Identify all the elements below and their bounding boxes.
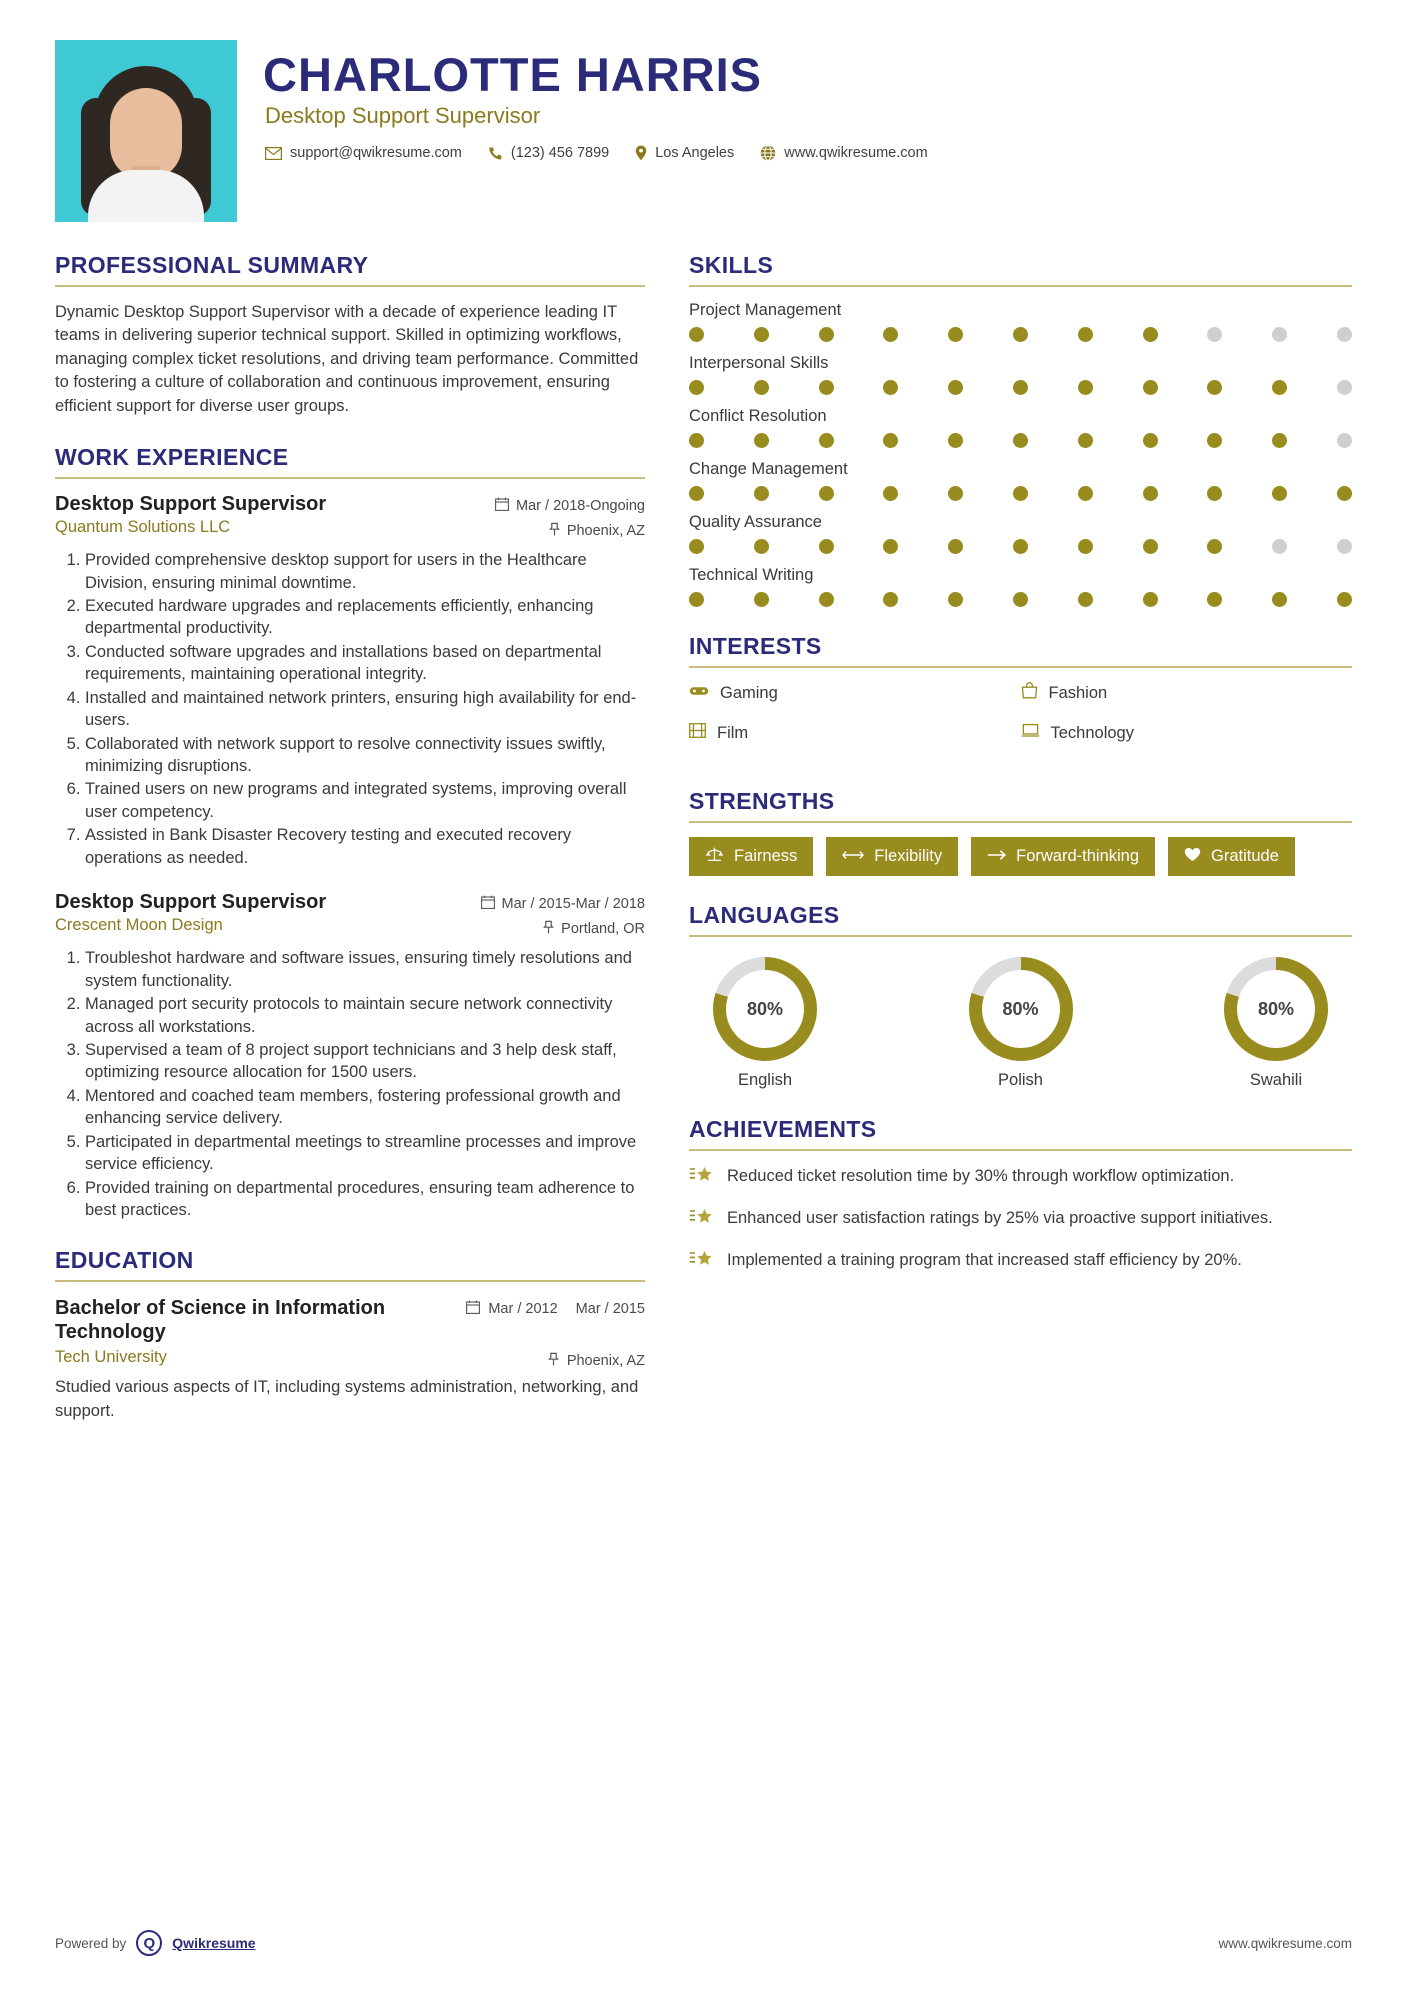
contact-location-text: Los Angeles <box>655 145 735 162</box>
calendar-icon <box>495 497 509 515</box>
gamepad-icon <box>689 684 709 703</box>
list-item: 3. Conducted software upgrades and installations based on departmental requirements, maintaining operational integrity. <box>85 641 645 686</box>
footer <box>55 1930 1352 1956</box>
experience-company: Crescent Moon Design <box>55 916 223 935</box>
achievement-item <box>689 1165 1352 1192</box>
interest-item <box>689 682 1021 704</box>
section-interests <box>689 633 1352 762</box>
skill-rating <box>689 539 1352 554</box>
divider <box>689 821 1352 823</box>
skill-rating <box>689 327 1352 342</box>
language-label: Polish <box>998 1071 1043 1089</box>
experience-location-text: Portland, OR <box>561 921 645 938</box>
skill-label: Technical Writing <box>689 566 814 584</box>
contact-email[interactable] <box>265 145 462 161</box>
strength-label: Fairness <box>734 847 798 865</box>
education-date-end: Mar / 2015 <box>575 1301 645 1318</box>
powered-by-label: Powered by <box>55 1935 127 1951</box>
section-title-skills: SKILLS <box>689 252 774 278</box>
skill-rating <box>689 433 1352 448</box>
skill-item <box>689 407 1352 448</box>
section-title-interests: INTERESTS <box>689 633 822 659</box>
skill-item <box>689 301 1352 342</box>
interest-item <box>1021 722 1353 744</box>
globe-icon <box>760 145 776 161</box>
experience-company: Quantum Solutions LLC <box>55 518 231 537</box>
language-ring <box>713 957 817 1061</box>
experience-item <box>55 493 645 869</box>
section-title-achievements: ACHIEVEMENTS <box>689 1116 877 1142</box>
contact-website[interactable] <box>760 145 927 161</box>
strength-label: Forward-thinking <box>1016 847 1140 865</box>
list-item: 3. Supervised a team of 8 project support technicians and 3 help desk staff, optimizing resource allocation for 1500 users. <box>85 1039 645 1084</box>
section-title-education: EDUCATION <box>55 1247 194 1274</box>
experience-dates <box>495 493 645 515</box>
education-dates <box>466 1296 645 1318</box>
arrow-right-icon <box>987 847 1006 866</box>
education-item <box>55 1296 645 1422</box>
right-column <box>689 252 1352 1449</box>
education-date-start: Mar / 2012 <box>488 1301 558 1318</box>
education-location <box>548 1348 645 1370</box>
footer-site: www.qwikresume.com <box>1218 1935 1352 1951</box>
language-item <box>1210 957 1342 1090</box>
pin-icon <box>548 1352 559 1370</box>
section-title-summary: PROFESSIONAL SUMMARY <box>55 252 369 278</box>
list-item: 5. Participated in departmental meetings to streamline processes and improve service efficiency. <box>85 1131 645 1176</box>
divider <box>689 666 1352 668</box>
language-label: English <box>737 1071 793 1089</box>
list-item: 4. Installed and maintained network printers, ensuring high availability for end-users. <box>85 687 645 732</box>
left-column <box>55 252 645 1449</box>
skill-label: Conflict Resolution <box>689 407 827 425</box>
section-skills <box>689 252 1352 607</box>
skill-rating <box>689 380 1352 395</box>
skill-item <box>689 460 1352 501</box>
skill-item <box>689 354 1352 395</box>
skill-label: Change Management <box>689 460 848 478</box>
list-item: 2. Executed hardware upgrades and replacements efficiently, enhancing departmental productivity. <box>85 595 645 640</box>
powered-by <box>55 1930 256 1956</box>
star-badge-icon <box>689 1165 715 1192</box>
section-title-strengths: STRENGTHS <box>689 788 835 814</box>
experience-bullets <box>55 549 645 869</box>
star-badge-icon <box>689 1249 715 1276</box>
contact-phone[interactable] <box>488 145 609 161</box>
language-percent: 80% <box>726 970 804 1048</box>
interest-label: Film <box>717 723 749 742</box>
section-achievements <box>689 1116 1352 1276</box>
interest-label: Fashion <box>1048 683 1108 702</box>
contact-website-text: www.qwikresume.com <box>784 145 928 162</box>
education-description: Studied various aspects of IT, including systems administration, networking, and support. <box>55 1378 639 1420</box>
experience-role: Desktop Support Supervisor <box>55 891 327 914</box>
interest-item <box>689 722 1021 744</box>
strength-label: Gratitude <box>1211 847 1279 865</box>
experience-dates-text: Mar / 2015-Mar / 2018 <box>501 896 645 913</box>
language-ring <box>969 957 1073 1061</box>
language-item <box>955 957 1087 1090</box>
achievement-text: Reduced ticket resolution time by 30% through workflow optimization. <box>727 1167 1235 1185</box>
pin-icon <box>549 522 560 540</box>
language-label: Swahili <box>1249 1071 1303 1089</box>
list-item: 6. Trained users on new programs and integrated systems, improving overall user competency. <box>85 778 645 823</box>
divider <box>689 285 1352 287</box>
skill-rating <box>689 592 1352 607</box>
email-icon <box>265 147 282 160</box>
calendar-icon <box>481 895 495 913</box>
contact-location[interactable] <box>635 145 734 161</box>
avatar <box>55 40 237 222</box>
experience-location-text: Phoenix, AZ <box>566 523 645 540</box>
contact-phone-text: (123) 456 7899 <box>510 145 610 162</box>
education-school: Tech University <box>55 1348 167 1367</box>
experience-dates <box>481 891 645 913</box>
list-item: 7. Assisted in Bank Disaster Recovery testing and executed recovery operations as needed. <box>85 824 645 869</box>
section-work-experience <box>55 444 645 1221</box>
achievement-item <box>689 1249 1352 1276</box>
divider <box>689 935 1352 937</box>
qwikresume-link[interactable]: Qwikresume <box>172 1935 256 1951</box>
skill-label: Project Management <box>689 301 842 319</box>
list-item: 6. Provided training on departmental procedures, ensuring team adherence to best practices. <box>85 1177 645 1222</box>
experience-dates-text: Mar / 2018-Ongoing <box>516 498 645 515</box>
film-icon <box>689 722 706 744</box>
education-location-text: Phoenix, AZ <box>566 1353 645 1370</box>
experience-role: Desktop Support Supervisor <box>55 493 327 516</box>
skill-item <box>689 513 1352 554</box>
skill-rating <box>689 486 1352 501</box>
list-item: 1. Troubleshot hardware and software issues, ensuring timely resolutions and system functionality. <box>85 947 645 992</box>
strength-label: Flexibility <box>874 847 943 865</box>
calendar-icon <box>466 1300 480 1318</box>
achievement-item <box>689 1207 1352 1234</box>
section-title-languages: LANGUAGES <box>689 902 840 928</box>
skill-item <box>689 566 1352 607</box>
skill-label: Interpersonal Skills <box>689 354 829 372</box>
language-ring <box>1224 957 1328 1061</box>
section-languages <box>689 902 1352 1090</box>
bag-icon <box>1021 682 1038 704</box>
pin-icon <box>543 920 554 938</box>
scales-icon <box>705 846 724 867</box>
achievement-text: Enhanced user satisfaction ratings by 25% via proactive support initiatives. <box>727 1209 1273 1227</box>
header-job-title: Desktop Support Supervisor <box>265 103 541 129</box>
phone-icon <box>488 146 503 161</box>
section-title-experience: WORK EXPERIENCE <box>55 444 289 471</box>
divider <box>55 285 645 287</box>
language-percent: 80% <box>1237 970 1315 1048</box>
interest-label: Technology <box>1050 723 1134 742</box>
experience-location <box>543 916 645 938</box>
qwikresume-logo-icon: Q <box>136 1930 162 1956</box>
summary-text: Dynamic Desktop Support Supervisor with a decade of experience leading IT teams in delivering superior technical support. Skilled in optimizing workflows, managing complex ticket resolutions, and driving team performance. Committed to fostering a culture of collaboration and continuous improvement, ensuring efficient support for diverse user groups. <box>55 303 639 415</box>
divider <box>55 477 645 479</box>
strength-chip-gratitude <box>1168 837 1295 876</box>
contact-list <box>263 145 1352 161</box>
laptop-icon <box>1021 723 1040 743</box>
heart-icon <box>1184 847 1201 867</box>
list-item: 1. Provided comprehensive desktop support for users in the Healthcare Division, ensuring minimal downtime. <box>85 549 645 594</box>
experience-item <box>55 891 645 1221</box>
section-education <box>55 1247 645 1422</box>
strength-chip-fairness <box>689 837 813 876</box>
list-item: 2. Managed port security protocols to maintain secure network connectivity across all workstations. <box>85 993 645 1038</box>
experience-location <box>549 518 645 540</box>
divider <box>689 1149 1352 1151</box>
list-item: 4. Mentored and coached team members, fostering professional growth and enhancing service delivery. <box>85 1085 645 1130</box>
section-strengths <box>689 788 1352 876</box>
experience-bullets <box>55 947 645 1221</box>
interest-item <box>1021 682 1353 704</box>
contact-email-text: support@qwikresume.com <box>290 145 462 162</box>
interest-label: Gaming <box>720 683 778 702</box>
language-percent: 80% <box>982 970 1060 1048</box>
achievement-text: Implemented a training program that increased staff efficiency by 20%. <box>727 1251 1242 1269</box>
strength-chip-flexibility <box>826 837 958 876</box>
strength-chip-forward-thinking <box>971 837 1155 876</box>
skill-label: Quality Assurance <box>689 513 822 531</box>
resume-header <box>55 40 1352 222</box>
language-item <box>699 957 831 1090</box>
divider <box>55 1280 645 1282</box>
location-icon <box>635 145 647 161</box>
star-badge-icon <box>689 1207 715 1234</box>
page-title: CHARLOTTE HARRIS <box>263 48 763 101</box>
list-item: 5. Collaborated with network support to resolve connectivity issues swiftly, minimizing disruptions. <box>85 733 645 778</box>
education-degree: Bachelor of Science in Information Technology <box>55 1297 386 1344</box>
arrows-icon <box>842 847 864 866</box>
section-professional-summary <box>55 252 645 418</box>
